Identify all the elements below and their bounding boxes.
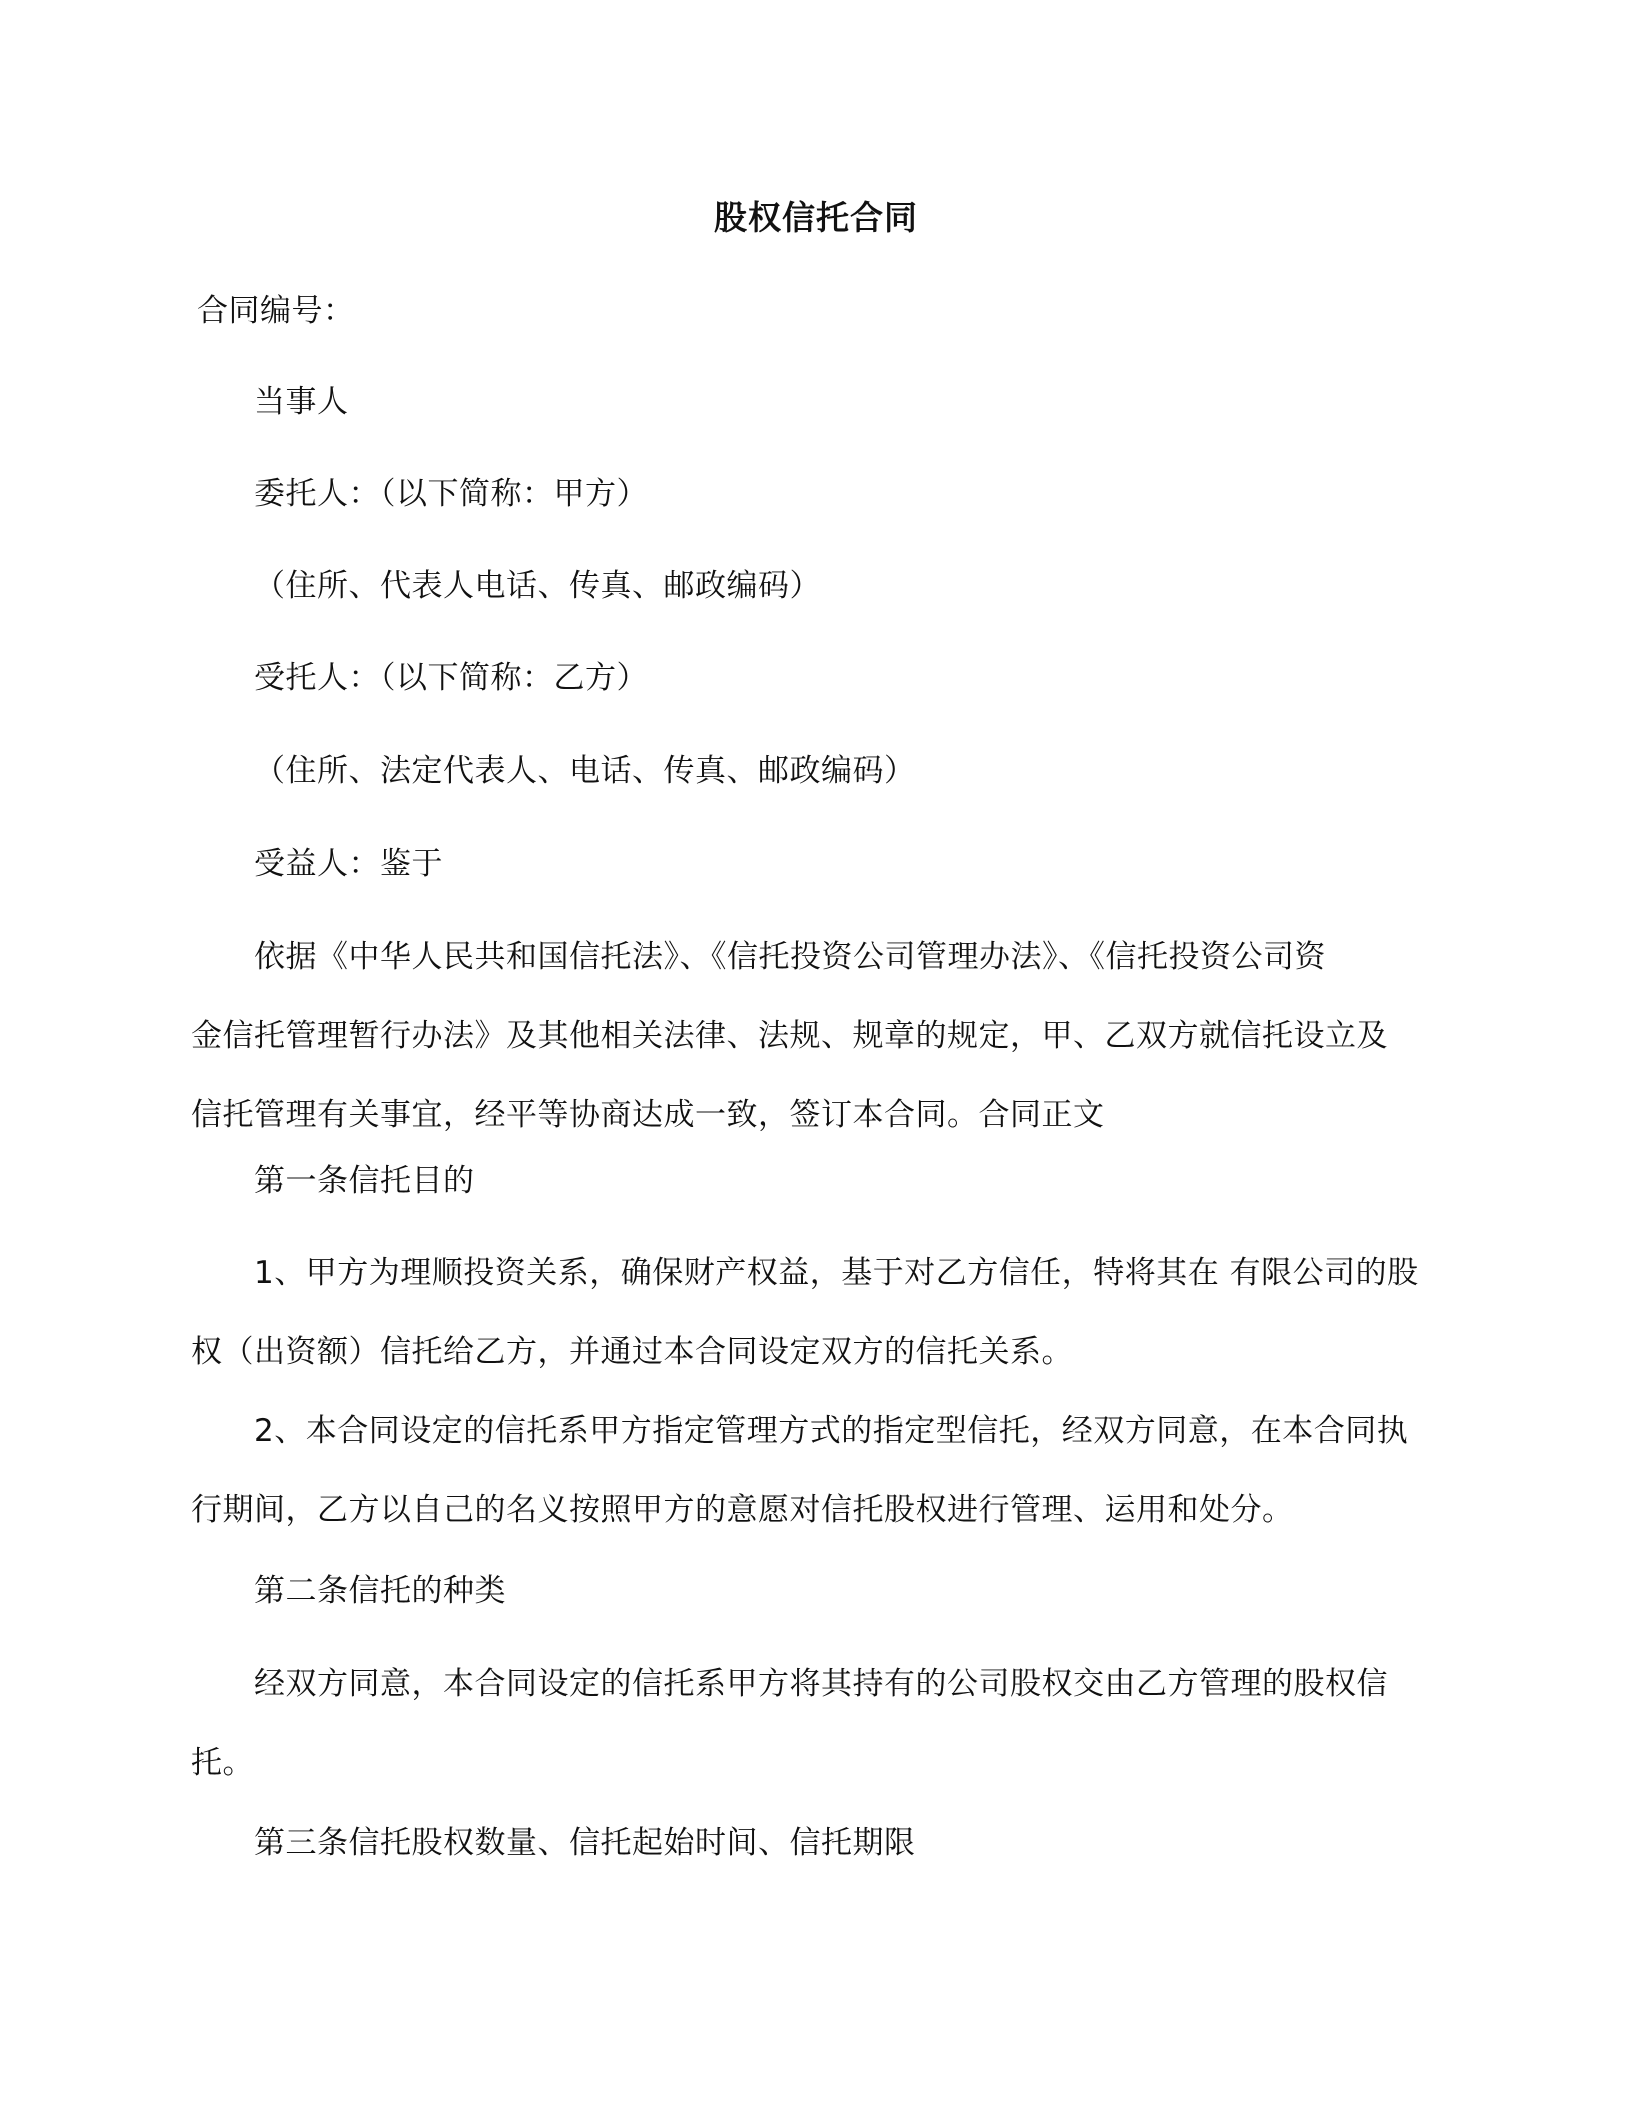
preamble-paragraph (191, 918, 1431, 1155)
trustor-info: （住所、代表人电话、传真、邮政编码） (254, 568, 821, 604)
article-2-body (191, 1645, 1431, 1803)
contract-number-label: 合同编号： (197, 293, 355, 329)
article-line: 权（出资额）信托给乙方，并通过本合同设定双方的信托关系。 (191, 1334, 1073, 1370)
preamble-line: 依据《中华人民共和国信托法》、《信托投资公司管理办法》、《信托投资公司资 (254, 939, 1326, 975)
article-1-item-2 (191, 1392, 1431, 1550)
article-3-heading: 第三条信托股权数量、信托起始时间、信托期限 (254, 1825, 916, 1861)
document-title: 股权信托合同 (714, 198, 918, 237)
preamble-line: 金信托管理暂行办法》及其他相关法律、法规、规章的规定，甲、乙双方就信托设立及 (191, 1018, 1388, 1054)
article-2-heading: 第二条信托的种类 (254, 1573, 506, 1609)
preamble-line: 信托管理有关事宜，经平等协商达成一致，签订本合同。合同正文 (191, 1097, 1105, 1133)
article-1-item-1 (191, 1234, 1431, 1392)
trustor-line: 委托人：（以下简称：甲方） (254, 476, 648, 512)
article-line: 托。 (191, 1745, 254, 1781)
article-line: 行期间，乙方以自己的名义按照甲方的意愿对信托股权进行管理、运用和处分。 (191, 1492, 1294, 1528)
trustee-info: （住所、法定代表人、电话、传真、邮政编码） (254, 753, 916, 789)
trustee-line: 受托人：（以下简称：乙方） (254, 660, 648, 696)
article-1-heading: 第一条信托目的 (254, 1163, 475, 1199)
beneficiary-line: 受益人：鉴于 (254, 846, 443, 882)
article-line: 经双方同意，本合同设定的信托系甲方将其持有的公司股权交由乙方管理的股权信 (254, 1666, 1388, 1702)
article-line: 1、甲方为理顺投资关系，确保财产权益，基于对乙方信任，特将其在 有限公司的股 (254, 1255, 1419, 1291)
parties-heading: 当事人 (254, 384, 349, 420)
article-line: 2、本合同设定的信托系甲方指定管理方式的指定型信托，经双方同意，在本合同执 (254, 1413, 1409, 1449)
